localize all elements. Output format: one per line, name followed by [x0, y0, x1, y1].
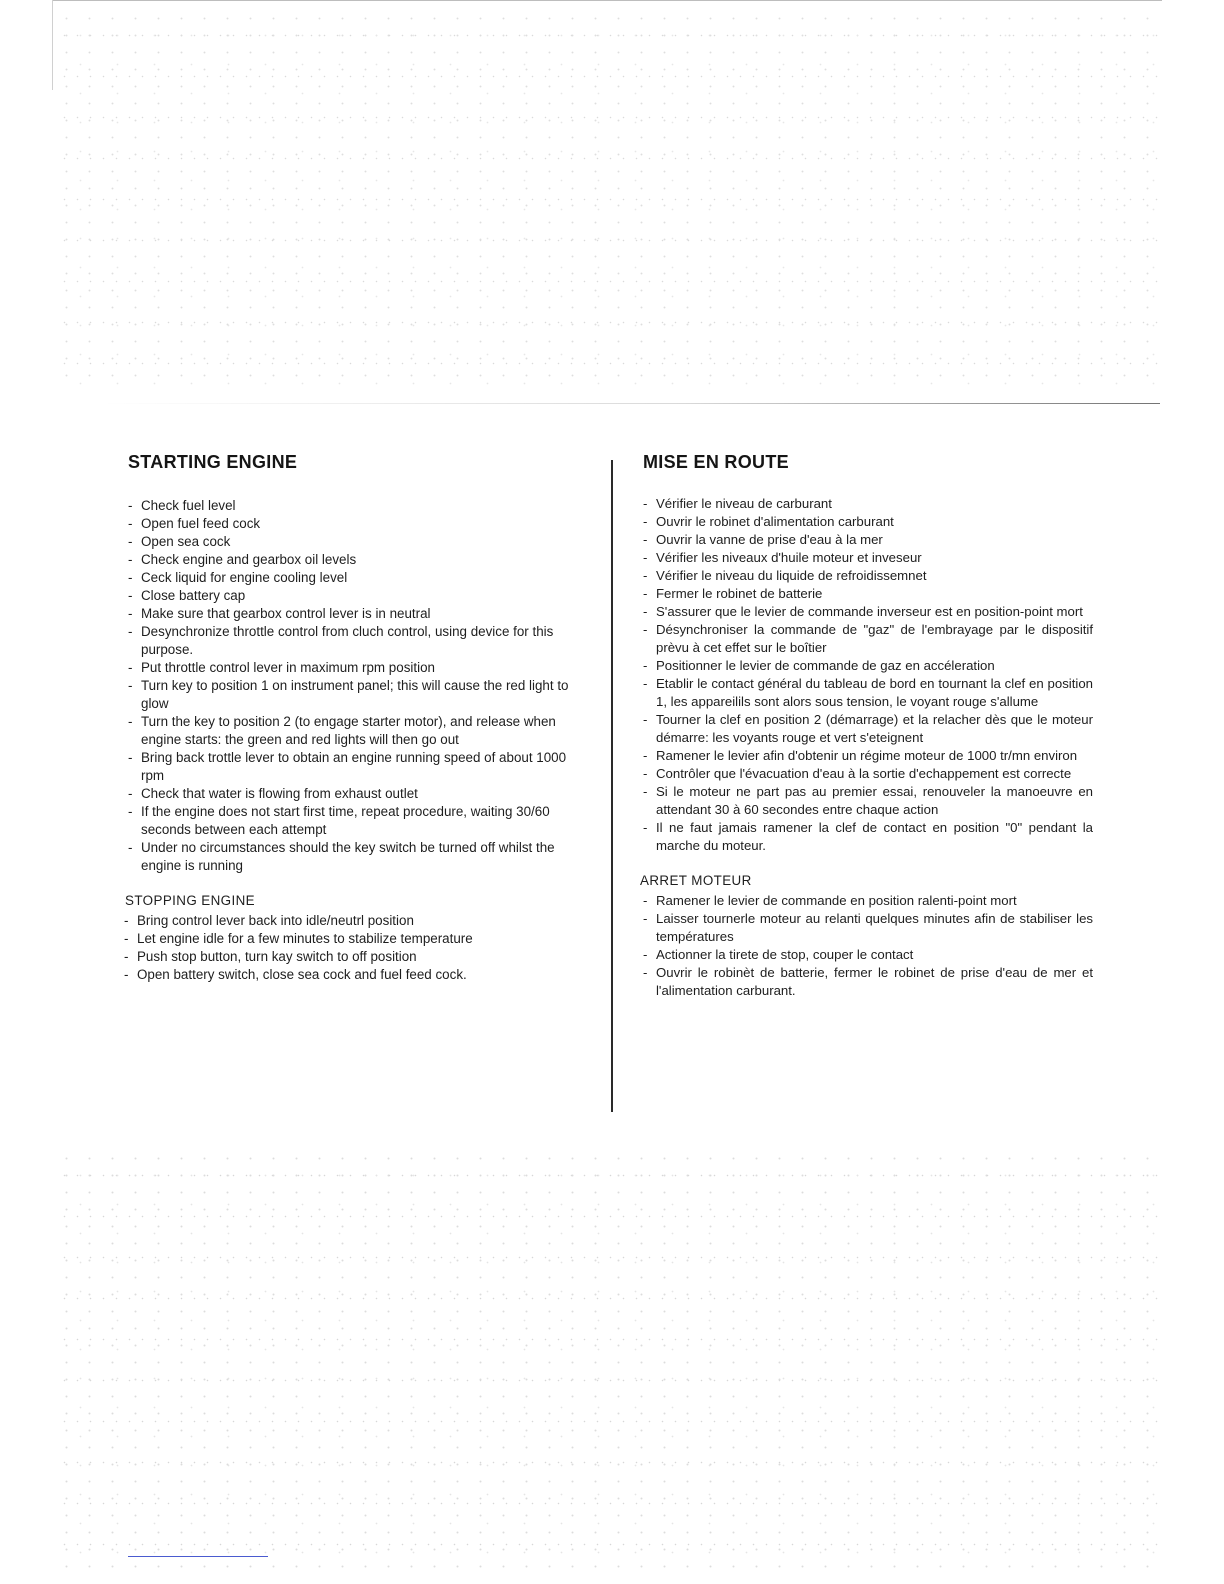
top-border-rule — [52, 0, 1162, 1]
bottom-underline-mark — [128, 1556, 268, 1557]
column-divider — [611, 460, 613, 1112]
list-item: - Ramener le levier de commande en position ralenti-point mort — [643, 892, 1093, 910]
list-item: - Vérifier les niveaux d'huile moteur et inveseur — [643, 549, 1093, 567]
mise-en-route-list — [643, 495, 1093, 855]
english-column — [125, 452, 578, 984]
list-item: - Check that water is flowing from exhaust outlet — [128, 785, 578, 803]
list-item: - Push stop button, turn kay switch to off position — [124, 948, 578, 966]
starting-engine-heading: STARTING ENGINE — [128, 452, 298, 472]
stopping-engine-list — [124, 912, 578, 984]
list-item: - Il ne faut jamais ramener la clef de contact en position "0" pendant la marche du moteur. — [643, 819, 1093, 855]
list-item: - Ouvrir le robinet d'alimentation carburant — [643, 513, 1093, 531]
list-item: - Put throttle control lever in maximum rpm position — [128, 659, 578, 677]
list-item: - Ceck liquid for engine cooling level — [128, 569, 578, 587]
list-item: - Open fuel feed cock — [128, 515, 578, 533]
list-item: - Close battery cap — [128, 587, 578, 605]
french-column — [640, 452, 1093, 1000]
list-item: - Turn the key to position 2 (to engage starter motor), and release when engine starts: the green and red lights will then go out — [128, 713, 578, 749]
list-item: - Fermer le robinet de batterie — [643, 585, 1093, 603]
list-item: - Tourner la clef en position 2 (démarrage) et la relacher dès que le moteur démarre: les voyants rouge et vert s'eteignent — [643, 711, 1093, 747]
list-item: - Let engine idle for a few minutes to stabilize temperature — [124, 930, 578, 948]
list-item: - Désynchroniser la commande de "gaz" de l'embrayage par le dispositif prèvu à cet effet sur le boîtier — [643, 621, 1093, 657]
list-item: - Make sure that gearbox control lever is in neutral — [128, 605, 578, 623]
list-item: - Turn key to position 1 on instrument panel; this will cause the red light to glow — [128, 677, 578, 713]
list-item: - Open sea cock — [128, 533, 578, 551]
list-item: - Bring back trottle lever to obtain an engine running speed of about 1000 rpm — [128, 749, 578, 785]
list-item: - Desynchronize throttle control from cluch control, using device for this purpose. — [128, 623, 578, 659]
starting-engine-list — [128, 497, 578, 875]
list-item: - Si le moteur ne part pas au premier essai, renouveler la manoeuvre en attendant 30 à 60 secondes entre chaque action — [643, 783, 1093, 819]
list-item: - Actionner la tirete de stop, couper le contact — [643, 946, 1093, 964]
list-item: - Check engine and gearbox oil levels — [128, 551, 578, 569]
list-item: - Check fuel level — [128, 497, 578, 515]
scan-noise-top — [55, 10, 1165, 390]
list-item: - Ouvrir la vanne de prise d'eau à la mer — [643, 531, 1093, 549]
left-border-rule — [52, 0, 53, 90]
mise-en-route-heading: MISE EN ROUTE — [643, 452, 789, 472]
list-item: - Open battery switch, close sea cock and fuel feed cock. — [124, 966, 578, 984]
list-item: - Laisser tournerle moteur au relanti quelques minutes afin de stabiliser les températures — [643, 910, 1093, 946]
list-item: - Ouvrir le robinèt de batterie, fermer le robinet de prise d'eau de mer et l'alimentation carburant. — [643, 964, 1093, 1000]
list-item: - Contrôler que l'évacuation d'eau à la sortie d'echappement est correcte — [643, 765, 1093, 783]
list-item: - Positionner le levier de commande de gaz en accéleration — [643, 657, 1093, 675]
list-item: - If the engine does not start first time, repeat procedure, waiting 30/60 seconds between each attempt — [128, 803, 578, 839]
list-item: - Vérifier le niveau du liquide de refroidissemnet — [643, 567, 1093, 585]
stopping-engine-heading: STOPPING ENGINE — [125, 893, 256, 908]
list-item: - Under no circumstances should the key switch be turned off whilst the engine is running — [128, 839, 578, 875]
arret-moteur-heading: ARRET MOTEUR — [640, 873, 752, 888]
list-item: - Etablir le contact général du tableau de bord en tournant la clef en position 1, les appareilils sont alors sous tension, le voyant rouge s'allume — [643, 675, 1093, 711]
list-item: - Ramener le levier afin d'obtenir un régime moteur de 1000 tr/mn environ — [643, 747, 1093, 765]
list-item: - S'assurer que le levier de commande inverseur est en position-point mort — [643, 603, 1093, 621]
scan-edge-line — [100, 403, 1160, 404]
list-item: - Vérifier le niveau de carburant — [643, 495, 1093, 513]
list-item: - Bring control lever back into idle/neutrl position — [124, 912, 578, 930]
arret-moteur-list — [643, 892, 1093, 1000]
scan-noise-bottom — [55, 1150, 1165, 1570]
